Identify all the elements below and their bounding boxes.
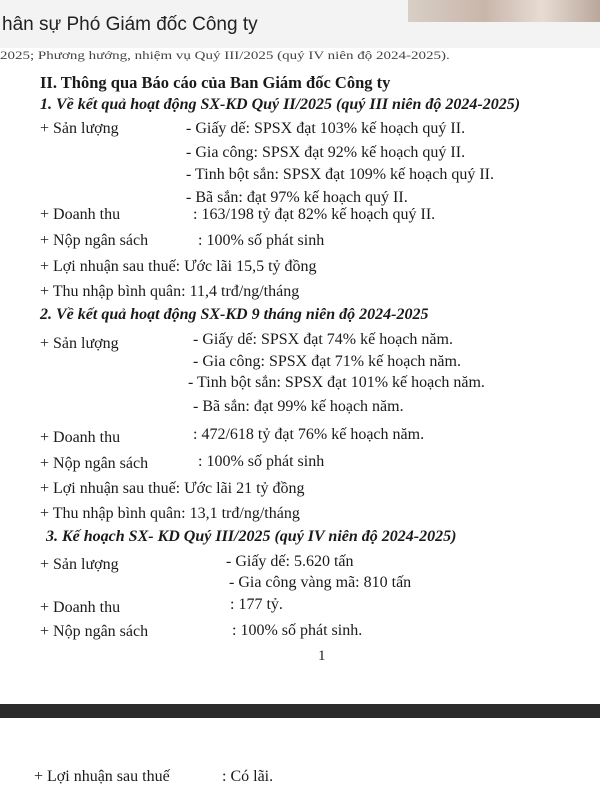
part2-ngan-sach-label: + Nộp ngân sách — [40, 455, 149, 472]
document-title: hân sự Phó Giám đốc Công ty — [2, 14, 258, 35]
part1-loi-nhuan: + Lợi nhuận sau thuế: Ước lãi 15,5 tỷ đồng — [40, 258, 317, 275]
viewer-title-bar — [0, 0, 600, 48]
page-number: 1 — [318, 648, 326, 664]
section-title: II. Thông qua Báo cáo của Ban Giám đốc Công ty — [40, 73, 391, 92]
part3-ngan-sach-value: : 100% số phát sinh. — [232, 622, 363, 639]
page2-loi-nhuan-label: + Lợi nhuận sau thuế — [34, 768, 170, 785]
part3-doanh-thu-value: : 177 tỷ. — [230, 596, 283, 613]
document-page-1 — [0, 48, 600, 704]
page-gap — [0, 704, 600, 718]
part2-san-luong-item: - Tinh bột sắn: SPSX đạt 101% kế hoạch năm. — [188, 374, 485, 391]
part3-ngan-sach-label: + Nộp ngân sách — [40, 623, 149, 640]
part3-san-luong-item: - Gia công vàng mã: 810 tấn — [229, 574, 412, 591]
part1-san-luong-item: - Tinh bột sắn: SPSX đạt 109% kế hoạch quý II. — [186, 166, 494, 183]
part2-ngan-sach-value: : 100% số phát sinh — [198, 453, 325, 470]
part1-ngan-sach-label: + Nộp ngân sách — [40, 232, 149, 249]
part2-san-luong-item: - Giấy dế: SPSX đạt 74% kế hoạch năm. — [193, 331, 453, 348]
part3-heading: 3. Kế hoạch SX- KD Quý III/2025 (quý IV niên độ 2024-2025) — [46, 528, 457, 545]
part2-loi-nhuan: + Lợi nhuận sau thuế: Ước lãi 21 tỷ đồng — [40, 480, 305, 497]
part3-san-luong-label: + Sản lượng — [40, 556, 119, 573]
part1-san-luong-item: - Gia công: SPSX đạt 92% kế hoạch quý II. — [186, 144, 466, 161]
document-page-2 — [0, 718, 600, 800]
part1-heading: 1. Về kết quả hoạt động SX-KD Quý II/2025 (quý III niên độ 2024-2025) — [40, 96, 521, 113]
part1-san-luong-label: + Sản lượng — [40, 120, 119, 137]
part1-doanh-thu-label: + Doanh thu — [40, 206, 121, 223]
part1-san-luong-item: - Bã sắn: đạt 97% kế hoạch quý II. — [186, 189, 408, 206]
part1-san-luong-item: - Giấy dế: SPSX đạt 103% kế hoạch quý II. — [186, 120, 466, 137]
part3-san-luong-item: - Giấy dế: 5.620 tấn — [226, 553, 354, 570]
part2-thu-nhap: + Thu nhập bình quân: 13,1 trđ/ng/tháng — [40, 505, 300, 522]
part2-doanh-thu-label: + Doanh thu — [40, 429, 121, 446]
part2-san-luong-label: + Sản lượng — [40, 335, 119, 352]
part1-thu-nhap: + Thu nhập bình quân: 11,4 trđ/ng/tháng — [40, 283, 300, 300]
part2-san-luong-item: - Gia công: SPSX đạt 71% kế hoạch năm. — [193, 353, 461, 370]
part2-heading: 2. Về kết quả hoạt động SX-KD 9 tháng niên độ 2024-2025 — [40, 306, 429, 323]
page2-loi-nhuan-value: : Có lãi. — [222, 768, 274, 785]
part2-doanh-thu-value: : 472/618 tỷ đạt 76% kế hoạch năm. — [193, 426, 425, 443]
profile-photo-strip — [408, 0, 600, 22]
part1-doanh-thu-value: : 163/198 tỷ đạt 82% kế hoạch quý II. — [193, 206, 436, 223]
partial-previous-line: 2025; Phương hướng, nhiệm vụ Quý III/2025 (quý IV niên độ 2024-2025). — [0, 50, 450, 62]
part2-san-luong-item: - Bã sắn: đạt 99% kế hoạch năm. — [193, 398, 404, 415]
part1-ngan-sach-value: : 100% số phát sinh — [198, 232, 325, 249]
part3-doanh-thu-label: + Doanh thu — [40, 599, 121, 616]
